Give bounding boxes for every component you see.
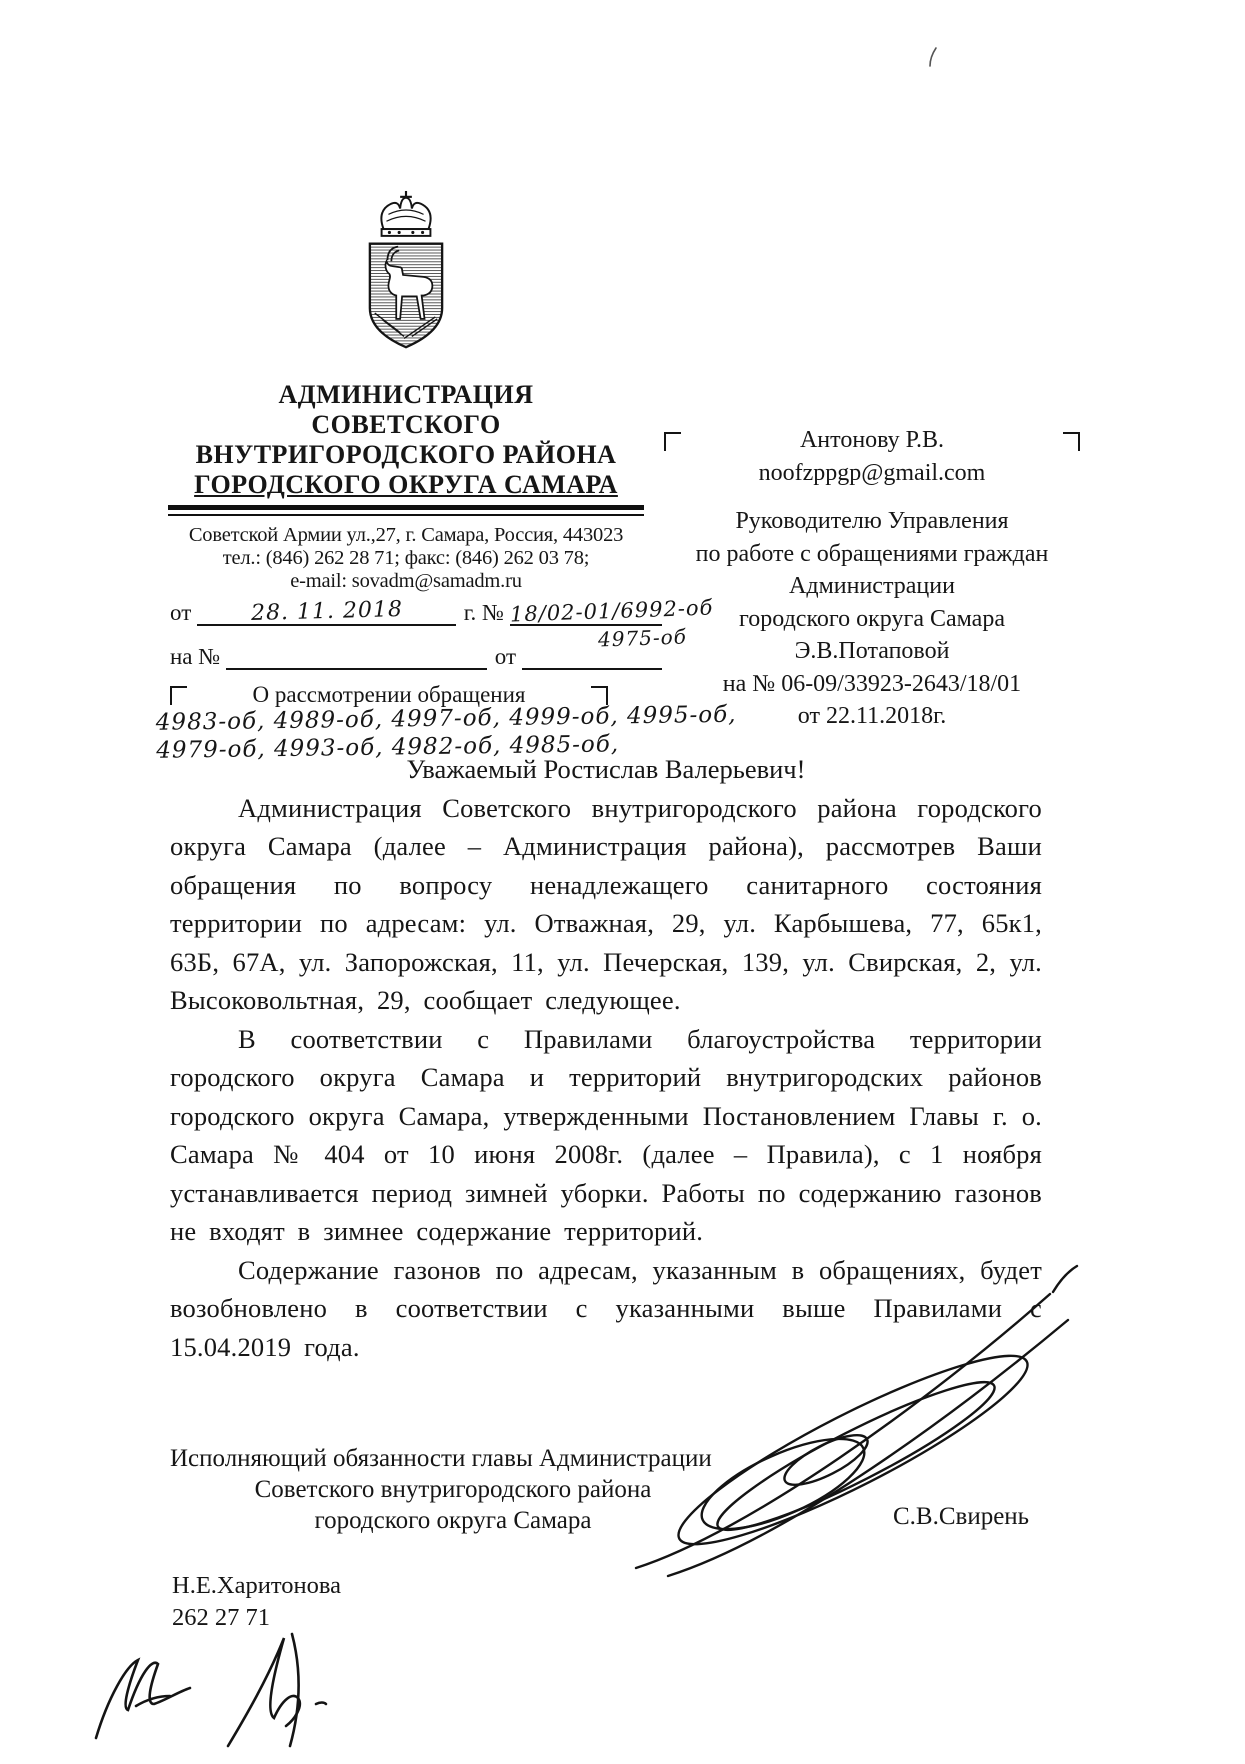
org-line: ГОРОДСКОГО ОКРУГА САМАРА (194, 470, 618, 499)
body-paragraph: Администрация Советского внутригородского района городского округа Самара (далее – Администрация района), рассмотрев Ваши обращения по вопросу ненадлежащего санитарного состояния территории по адресам: ул. Отважная, 29, ул. Карбышева, 77, 65к1, 63Б, 67А, ул. Запорожская, 11, ул. Печерская, 139, ул. Свирская, 2, ул. Высоковольтная, 29, сообщает следующее. (170, 792, 1042, 1015)
signer-name: С.В.Свирень (893, 1503, 1030, 1530)
recipient-line: от 22.11.2018г. (797, 703, 947, 729)
org-line: СОВЕТСКОГО (311, 410, 501, 439)
appeal-numbers-line: 4979-об, 4993-об, 4982-об, 4985-об, (156, 731, 620, 764)
org-line: ВНУТРИГОРОДСКОГО РАЙОНА (195, 440, 617, 469)
address-line: Советской Армии ул.,27, г. Самара, Россия, 443023 (188, 524, 624, 546)
ink-scribbles-icon (78, 1608, 378, 1760)
executor-phone: 262 27 71 (172, 1604, 270, 1631)
recipient-email: noofzppgp@gmail.com (758, 459, 986, 486)
signer-title-line: Советского внутригородского района (254, 1476, 652, 1503)
executor-name: Н.Е.Харитонова (172, 1572, 341, 1599)
recipient-line: Руководителю Управления (735, 508, 1009, 534)
letterhead-rule-thick (168, 505, 644, 510)
signer-title-line: Исполняющий обязанности главы Администрации (170, 1445, 712, 1472)
subject-text: О рассмотрении обращения (252, 682, 526, 707)
date-label: от (170, 600, 192, 625)
recipient-name: Антонову Р.В. (799, 427, 945, 453)
recipient-line: Администрации (789, 573, 955, 599)
handwritten-number: 18/02-01/6992-об (509, 595, 714, 627)
org-line: АДМИНИСТРАЦИЯ (278, 380, 534, 409)
organization-name (168, 380, 644, 500)
signature-scribble-icon (598, 1232, 1120, 1580)
handwritten-date: 28. 11. 2018 (250, 597, 403, 626)
recipient-line: на № 06-09/33923-2643/18/01 (722, 670, 1022, 697)
recipient-line: Э.В.Потаповой (794, 638, 950, 664)
signer-title-line: городского округа Самара (314, 1507, 592, 1534)
recipient-block (668, 424, 1076, 733)
reply-date-label: от (494, 644, 516, 669)
letterhead-address (160, 524, 652, 593)
corner-bracket-right-icon (1063, 432, 1080, 451)
number-underline (509, 595, 714, 627)
corner-bracket-left-icon (664, 432, 681, 451)
coat-of-arms-icon (356, 190, 456, 356)
recipient-line: по работе с обращениями граждан (695, 540, 1049, 567)
letterhead-rule-thin (168, 514, 644, 516)
recipient-gap (668, 489, 1076, 505)
address-line: тел.: (846) 262 28 71; факс: (846) 262 03 78; (222, 547, 590, 569)
reference-row-reply (170, 642, 662, 670)
corner-bracket-left-icon (170, 686, 187, 705)
body-paragraph: Содержание газонов по адресам, указанным в обращениях, будет возобновлено в соответствии с указанными выше Правилами с 15.04.2019 года. (170, 1254, 1042, 1362)
appeal-numbers-line: 4983-об, 4989-об, 4997-об, 4999-об, 4995-об, (155, 701, 737, 736)
reply-label: на № (170, 644, 221, 669)
stray-pen-mark-icon (926, 46, 940, 68)
date-underline (197, 598, 455, 626)
handwritten-number-extra: 4975-об (597, 624, 688, 652)
number-label: г. № (463, 600, 504, 625)
salutation: Уважаемый Ростислав Валерьевич! (406, 754, 806, 784)
email-line: e-mail: sovadm@samadm.ru (290, 570, 522, 592)
body-paragraph: В соответствии с Правилами благоустройства территории городского округа Самара и территорий внутригородских районов городского округа Самара, утвержденными Постановлением Главы г. о. Самара № 404 от 10 июня 2008г. (далее – Правила), с 1 ноября устанавливается период зимней уборки. Работы по содержанию газонов не входят в зимнее содержание территорий. (170, 1023, 1042, 1246)
reply-date-underline (522, 642, 662, 670)
reference-row-date-number (170, 595, 714, 627)
reply-number-underline (226, 642, 487, 670)
recipient-line: городского округа Самара (739, 605, 1005, 632)
